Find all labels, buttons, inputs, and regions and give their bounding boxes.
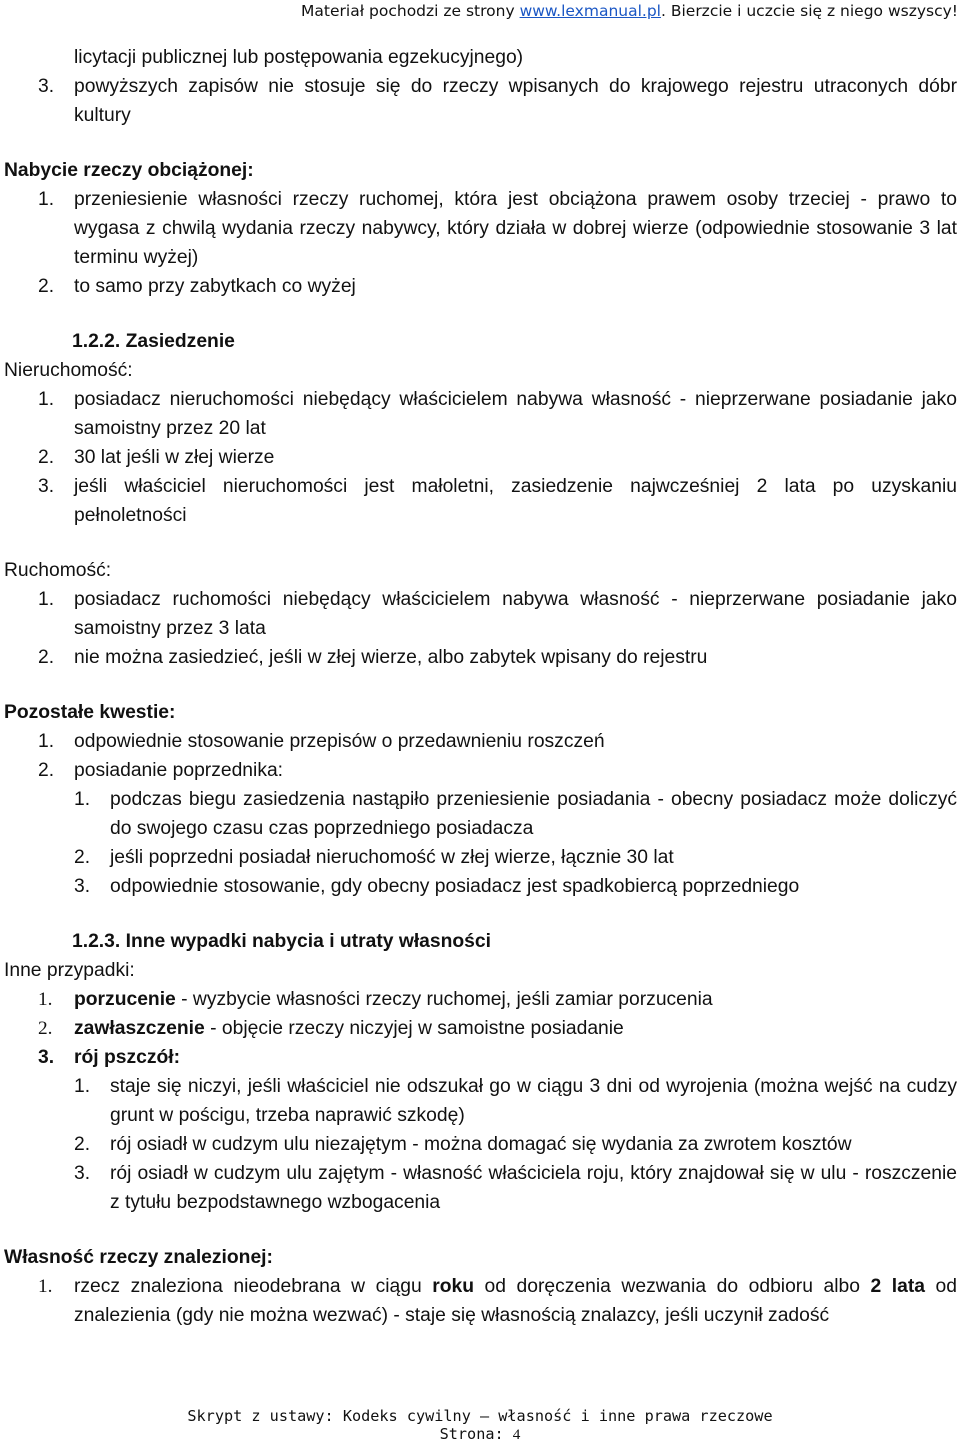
section-heading: Nabycie rzeczy obciążonej: <box>4 160 254 181</box>
page-number: Strona: 4 <box>439 1425 521 1443</box>
list-item <box>4 385 957 443</box>
list-number: 1. <box>38 989 53 1010</box>
bold-term: roku <box>432 1276 475 1297</box>
list-number: 2. <box>38 647 55 668</box>
header-prefix: Materiał pochodzi ze strony <box>301 2 520 20</box>
list-text: rój osiadł w cudzym ulu niezajętym - można domagać się wydania za zwrotem kosztów <box>110 1134 852 1155</box>
subsection-heading: 1.2.3. Inne wypadki nabycia i utraty własności <box>72 931 491 952</box>
bold-term: 2 lata <box>870 1276 925 1297</box>
list-item <box>4 185 957 272</box>
section-heading: Pozostałe kwestie: <box>4 702 176 723</box>
list-number: 2. <box>38 760 55 781</box>
list-item <box>4 72 957 130</box>
list-number: 2. <box>38 447 55 468</box>
list-item <box>4 472 957 530</box>
sub-list-item <box>4 1130 957 1159</box>
page-header <box>301 2 958 20</box>
list-text: posiadacz nieruchomości niebędący właścicielem nabywa własność - nieprzerwane posiadanie jako samoistny przez 20 lat <box>74 389 957 439</box>
list-text <box>74 1043 957 1072</box>
list-number: 1. <box>74 1076 91 1097</box>
list-item <box>4 756 957 785</box>
list-text: 30 lat jeśli w złej wierze <box>74 447 275 468</box>
sub-list-item <box>4 785 957 843</box>
list-item <box>4 272 957 301</box>
sub-list-item <box>4 1159 957 1217</box>
list-item <box>4 43 957 72</box>
list-number: 2. <box>74 1134 91 1155</box>
list-number: 1. <box>38 189 55 210</box>
list-text: nie można zasiedzieć, jeśli w złej wierze, albo zabytek wpisany do rejestru <box>74 647 708 668</box>
list-text: jeśli właściciel nieruchomości jest małoletni, zasiedzenie najwcześniej 2 lata po uzyskaniu pełnoletności <box>74 476 957 526</box>
list-text: odpowiednie stosowanie przepisów o przedawnieniu roszczeń <box>74 731 605 752</box>
list-number: 3. <box>38 1047 55 1068</box>
list-number: 3. <box>74 876 91 897</box>
list-item <box>4 1272 957 1330</box>
list-number: 3. <box>38 76 55 97</box>
list-item <box>4 1014 957 1043</box>
list-text: podczas biegu zasiedzenia nastąpiło przeniesienie posiadania - obecny posiadacz może doliczyć do swojego czasu czas poprzedniego posiadacza <box>110 789 957 839</box>
list-number: 1. <box>38 589 55 610</box>
list-text: zawłaszczenie - objęcie rzeczy niczyjej w samoistne posiadanie <box>74 1018 624 1039</box>
list-text: przeniesienie własności rzeczy ruchomej, która jest obciążona prawem osoby trzeciej - prawo to wygasa z chwilą wydania rzeczy nabywcy, który działa w dobrej wierze (odpowiednie stosowanie 3 lat terminu wyżej) <box>74 189 957 268</box>
list-item <box>4 443 957 472</box>
list-text: rój osiadł w cudzym ulu zajętym - własność właściciela roju, który znajdował się w ulu - roszczenie z tytułu bezpodstawnego wzbogacenia <box>110 1163 957 1213</box>
section-heading: Własność rzeczy znalezionej: <box>4 1247 273 1268</box>
section-heading: Ruchomość: <box>4 560 112 581</box>
list-number: 2. <box>74 847 91 868</box>
header-suffix: . Bierzcie i uczcie się z niego wszyscy! <box>660 2 958 20</box>
sub-list-item <box>4 843 957 872</box>
list-item <box>4 585 957 643</box>
list-text: staje się niczyi, jeśli właściciel nie odszukał go w ciągu 3 dni od wyrojenia (można wejść na cudzy grunt w pościgu, trzeba naprawić szkodę) <box>110 1076 957 1126</box>
continued-text: licytacji publicznej lub postępowania egzekucyjnego) <box>74 47 524 68</box>
list-text: odpowiednie stosowanie, gdy obecny posiadacz jest spadkobiercą poprzedniego <box>110 876 800 897</box>
list-number: 3. <box>74 1163 91 1184</box>
list-item <box>4 1043 957 1072</box>
document-body <box>4 43 957 1330</box>
list-text: powyższych zapisów nie stosuje się do rzeczy wpisanych do krajowego rejestru utraconych dóbr kultury <box>74 76 957 126</box>
list-text: porzucenie - wyzbycie własności rzeczy ruchomej, jeśli zamiar porzucenia <box>74 989 713 1010</box>
list-text: rzecz znaleziona nieodebrana w ciągu roku od doręczenia wezwania do odbioru albo 2 lata od znalezienia (gdy nie można wezwać) - staje się własnością znalazcy, jeśli uczynił zadość <box>74 1276 957 1326</box>
list-text: jeśli poprzedni posiadał nieruchomość w złej wierze, łącznie 30 lat <box>110 847 674 868</box>
bold-term: porzucenie <box>74 989 176 1010</box>
list-text: posiadanie poprzednika: <box>74 760 284 781</box>
sub-list-item <box>4 1072 957 1130</box>
list-number: 2. <box>38 276 55 297</box>
list-number: 1. <box>38 389 55 410</box>
list-number: 1. <box>38 731 55 752</box>
sub-list-item <box>4 872 957 901</box>
header-link[interactable]: www.lexmanual.pl <box>519 2 661 20</box>
list-number: 3. <box>38 476 55 497</box>
section-heading: Inne przypadki: <box>4 960 135 981</box>
bold-term: rój pszczół: <box>74 1047 181 1068</box>
list-item <box>4 643 957 672</box>
list-item <box>4 985 957 1014</box>
list-number: 1. <box>74 789 91 810</box>
list-text: posiadacz ruchomości niebędący właścicielem nabywa własność - nieprzerwane posiadanie jako samoistny przez 3 lata <box>74 589 957 639</box>
list-number: 2. <box>38 1018 53 1039</box>
list-item <box>4 727 957 756</box>
bold-term: zawłaszczenie <box>74 1018 205 1039</box>
section-heading: Nieruchomość: <box>4 360 133 381</box>
footer-title: Skrypt z ustawy: Kodeks cywilny – własność i inne prawa rzeczowe <box>187 1407 773 1425</box>
list-text: to samo przy zabytkach co wyżej <box>74 276 356 297</box>
subsection-heading: 1.2.2. Zasiedzenie <box>72 331 235 352</box>
list-number: 1. <box>38 1276 53 1297</box>
